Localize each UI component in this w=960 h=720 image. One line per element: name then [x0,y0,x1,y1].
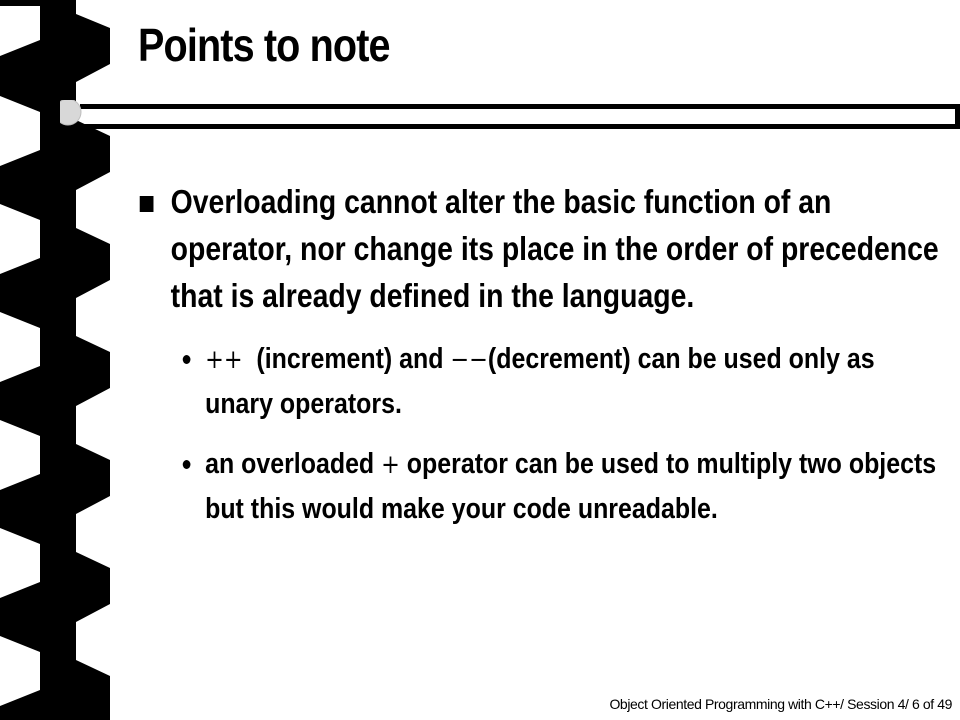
sub-bullet-text: an overloaded [205,448,375,480]
bead-ornament [60,100,81,125]
slide-footer: Object Oriented Programming with C++/ Session 4/ 6 of 49 [609,696,952,712]
sub-bullet-increment [138,337,945,426]
square-bullet-icon [140,196,154,212]
decrement-operator: −− [450,345,488,375]
main-bullet [138,178,945,319]
sub-bullet-text: operator can be used to multiply two objects but this would make your code unreadable. [205,448,937,525]
title-rule [60,100,960,130]
sub-bullet-plus [138,442,945,531]
slide-title: Points to note [138,19,390,71]
plus-operator: + [381,450,400,480]
slide-body [138,178,938,531]
sub-bullet-text: (increment) and [256,343,444,375]
increment-operator: ++ [205,345,243,375]
dot-bullet-icon [183,355,191,364]
dot-bullet-icon [183,460,191,469]
sub-bullet-text: (decrement) can be used only as unary operators. [205,343,875,420]
main-bullet-text: Overloading cannot alter the basic function of an operator, nor change its place in the order of precedence that is already defined in the language. [170,183,939,314]
